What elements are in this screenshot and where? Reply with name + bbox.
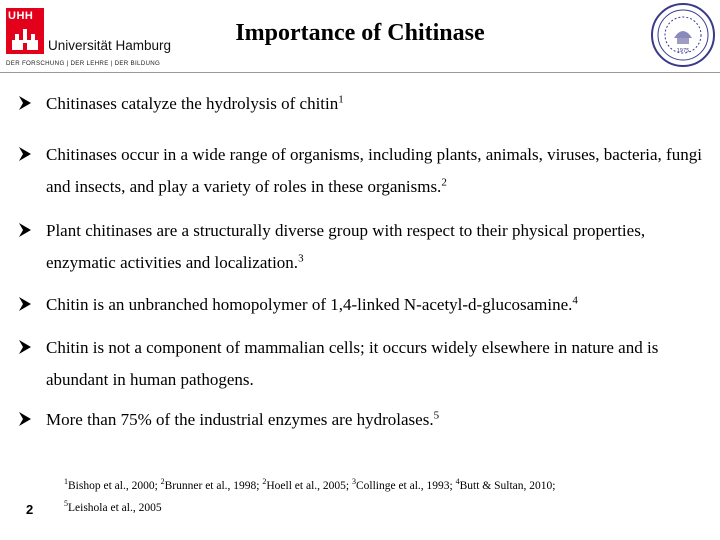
bullet-text: Chitinases catalyze the hydrolysis of chitin	[46, 94, 339, 113]
logo-red-block	[6, 8, 44, 54]
bullet-item	[18, 139, 708, 203]
logo-letters: UHH	[8, 10, 34, 22]
ref-text: Collinge et al., 1993;	[355, 480, 456, 492]
ref-marker: 2	[262, 477, 267, 487]
ref-marker: 2	[160, 477, 165, 487]
ref-text: Hoell et al., 2005;	[266, 480, 352, 492]
references-line-1	[64, 475, 664, 497]
bullet-text: Plant chitinases are a structurally diverse group with respect to their physical properties, enzymatic activities and localization.	[46, 221, 646, 272]
references-line-2	[64, 497, 664, 519]
bullet-item	[18, 332, 708, 396]
bullet-ref: 3	[298, 252, 304, 265]
bullet-ref: 2	[441, 176, 447, 189]
institution-seal-icon	[650, 2, 716, 68]
arrow-bullet-icon	[18, 146, 32, 162]
arrow-bullet-icon	[18, 95, 32, 111]
bullet-item	[18, 404, 708, 436]
header-divider	[0, 72, 720, 73]
bullet-text: Chitinases occur in a wide range of organisms, including plants, animals, viruses, bacteria, fungi and insects, and play a variety of roles in these organisms.	[46, 145, 702, 196]
bullet-list	[18, 88, 708, 436]
references	[64, 475, 664, 519]
bullet-ref: 5	[433, 409, 440, 422]
bullet-text: Chitin is an unbranched homopolymer of 1,4-linked N-acetyl-d-glucosamine.	[46, 295, 573, 314]
slide-title: Importance of Chitinase	[235, 20, 485, 46]
building-icon	[10, 26, 40, 52]
university-name: Universität Hamburg	[48, 38, 172, 53]
ref-marker: 1	[64, 477, 68, 487]
seal-year: 1975	[676, 48, 690, 54]
arrow-bullet-icon	[18, 339, 32, 355]
bullet-item	[18, 88, 708, 120]
ref-marker: 5	[64, 499, 68, 509]
bullet-item	[18, 289, 708, 321]
university-logo	[6, 8, 172, 70]
bullet-text: Chitin is not a component of mammalian cells; it occurs widely elsewhere in nature and is abundant in human pathogens.	[46, 338, 659, 389]
ref-marker: 3	[351, 477, 356, 487]
ref-text: Brunner et al., 1998;	[164, 480, 263, 492]
ref-text: Butt & Sultan, 2010;	[459, 480, 556, 492]
ref-marker: 4	[455, 477, 460, 487]
bullet-item	[18, 215, 708, 279]
page-number: 2	[26, 502, 34, 517]
university-tagline: DER FORSCHUNG | DER LEHRE | DER BILDUNG	[6, 60, 161, 67]
bullet-ref: 1	[338, 93, 344, 106]
ref-text: Bishop et al., 2000;	[68, 480, 161, 492]
bullet-ref: 4	[572, 294, 578, 307]
arrow-bullet-icon	[18, 296, 32, 312]
arrow-bullet-icon	[18, 222, 32, 238]
bullet-text: More than 75% of the industrial enzymes are hydrolases.	[46, 410, 434, 429]
ref-text: Leishola et al., 2005	[68, 502, 162, 514]
arrow-bullet-icon	[18, 411, 32, 427]
